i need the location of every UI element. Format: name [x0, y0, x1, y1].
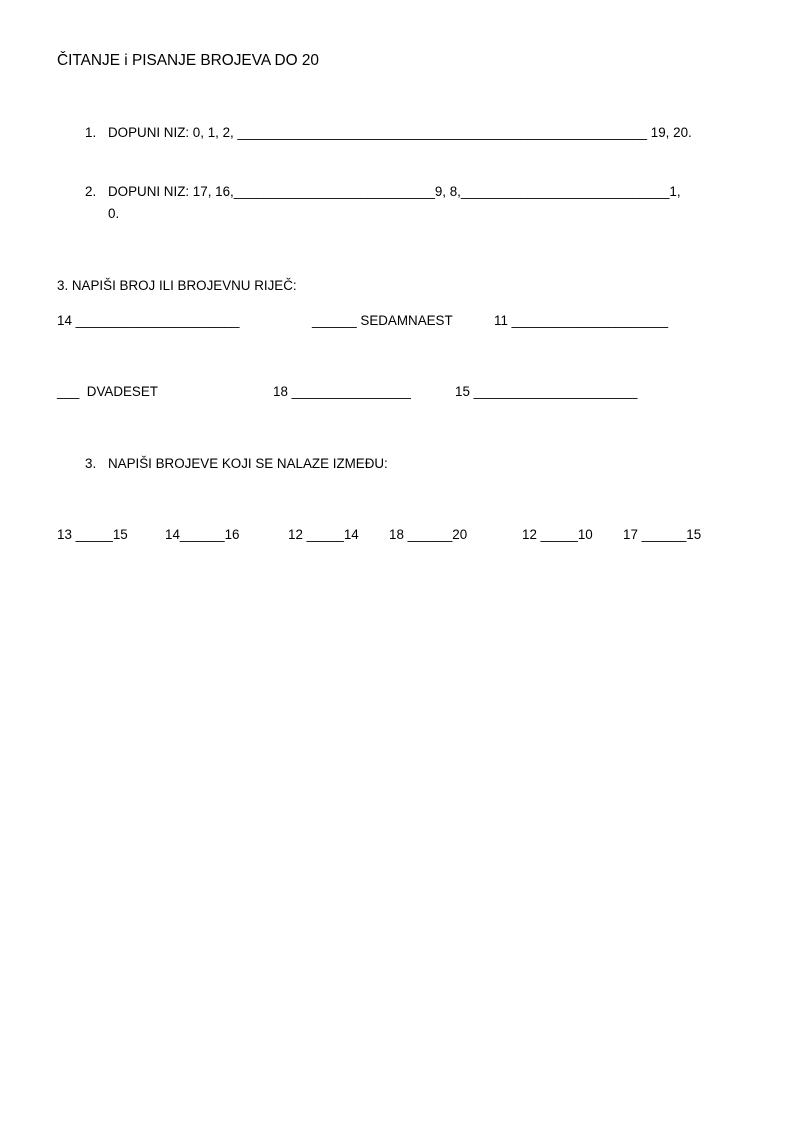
task2-line1: DOPUNI NIZ: 17, 16,___________________________9, 8,____________________________1,: [108, 184, 681, 199]
task1-number: 1.: [85, 125, 97, 140]
task3-item-dvadeset: ___ DVADESET: [57, 384, 158, 399]
task3-item-sedamnaest: ______ SEDAMNAEST: [312, 313, 453, 328]
task3-item-11: 11 _____________________: [494, 313, 669, 328]
task3-item-18: 18 ________________: [273, 384, 411, 399]
between-item-17-15: 17 ______15: [623, 527, 702, 542]
between-item-18-20: 18 ______20: [389, 527, 468, 542]
task2-number: 2.: [85, 184, 97, 199]
task2-line2: 0.: [108, 206, 120, 221]
task3-item-15: 15 ______________________: [455, 384, 638, 399]
task4-number: 3.: [85, 456, 97, 471]
between-item-12-14: 12 _____14: [288, 527, 359, 542]
between-item-12-10: 12 _____10: [522, 527, 593, 542]
between-item-13-15: 13 _____15: [57, 527, 128, 542]
between-item-14-16: 14______16: [165, 527, 240, 542]
worksheet-title: ČITANJE i PISANJE BROJEVA DO 20: [57, 52, 319, 69]
task4-heading: NAPIŠI BROJEVE KOJI SE NALAZE IZMEĐU:: [108, 456, 388, 471]
task3-item-14: 14 ______________________: [57, 313, 240, 328]
task3-heading: 3. NAPIŠI BROJ ILI BROJEVNU RIJEČ:: [57, 278, 297, 293]
task1-text: DOPUNI NIZ: 0, 1, 2, _______________________________________________________ 19, 20.: [108, 125, 692, 140]
